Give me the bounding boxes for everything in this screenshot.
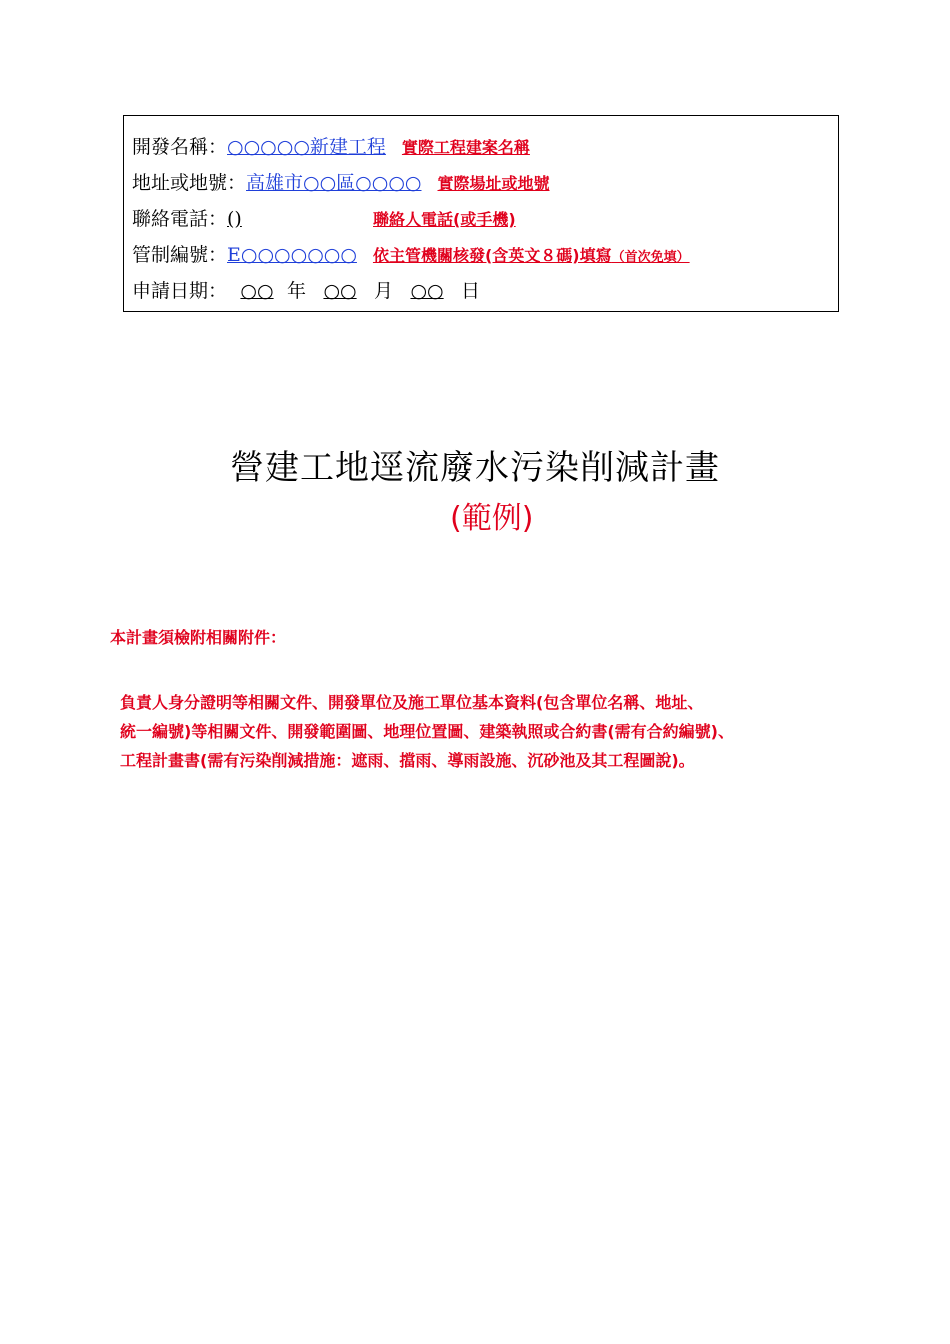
month-unit: 月 — [374, 280, 394, 302]
address-label: 地址或地號： — [132, 172, 247, 194]
phone-label: 聯絡電話： — [132, 208, 228, 230]
attachments-heading: 本計畫須檢附相關附件： — [110, 628, 287, 647]
apply-day: ○○ — [410, 280, 444, 302]
apply-date-row — [132, 273, 838, 309]
dev-name-row — [132, 129, 838, 165]
apply-month: ○○ — [323, 280, 357, 302]
dev-name-label: 開發名稱： — [132, 136, 228, 158]
control-no-note: 依主管機關核發(含英文８碼)填寫 — [372, 246, 612, 265]
year-unit: 年 — [287, 280, 307, 302]
dev-name-value: ○○○○○新建工程 — [227, 136, 386, 158]
apply-year: ○○ — [240, 280, 274, 302]
phone-row — [132, 201, 838, 237]
phone-value: () — [227, 208, 242, 230]
attachments-line: 工程計畫書(需有污染削減措施：遮雨、擋雨、導雨設施、沉砂池及其工程圖說)。 — [120, 751, 695, 770]
day-unit: 日 — [461, 280, 481, 302]
document-subtitle: (範例) — [450, 501, 534, 536]
attachments-line: 統一編號)等相關文件、開發範圍圖、地理位置圖、建築執照或合約書(需有合約編號)、 — [120, 722, 734, 741]
apply-date-label: 申請日期： — [132, 280, 228, 302]
attachments-line: 負責人身分證明等相關文件、開發單位及施工單位基本資料(包含單位名稱、地址、 — [120, 693, 704, 712]
address-note: 實際場址或地號 — [437, 174, 550, 193]
attachments-body — [120, 688, 860, 775]
control-no-value: E○○○○○○○ — [227, 244, 357, 266]
control-no-note-small: （首次免填） — [611, 250, 690, 265]
control-no-label: 管制編號： — [132, 244, 228, 266]
control-no-row — [132, 237, 838, 273]
address-row — [132, 165, 838, 201]
project-info-box — [123, 115, 839, 312]
dev-name-note: 實際工程建案名稱 — [401, 138, 530, 157]
document-title: 營建工地逕流廢水污染削減計畫 — [230, 448, 720, 488]
address-value: 高雄市○○區○○○○ — [246, 172, 422, 194]
phone-note: 聯絡人電話(或手機) — [373, 210, 516, 229]
